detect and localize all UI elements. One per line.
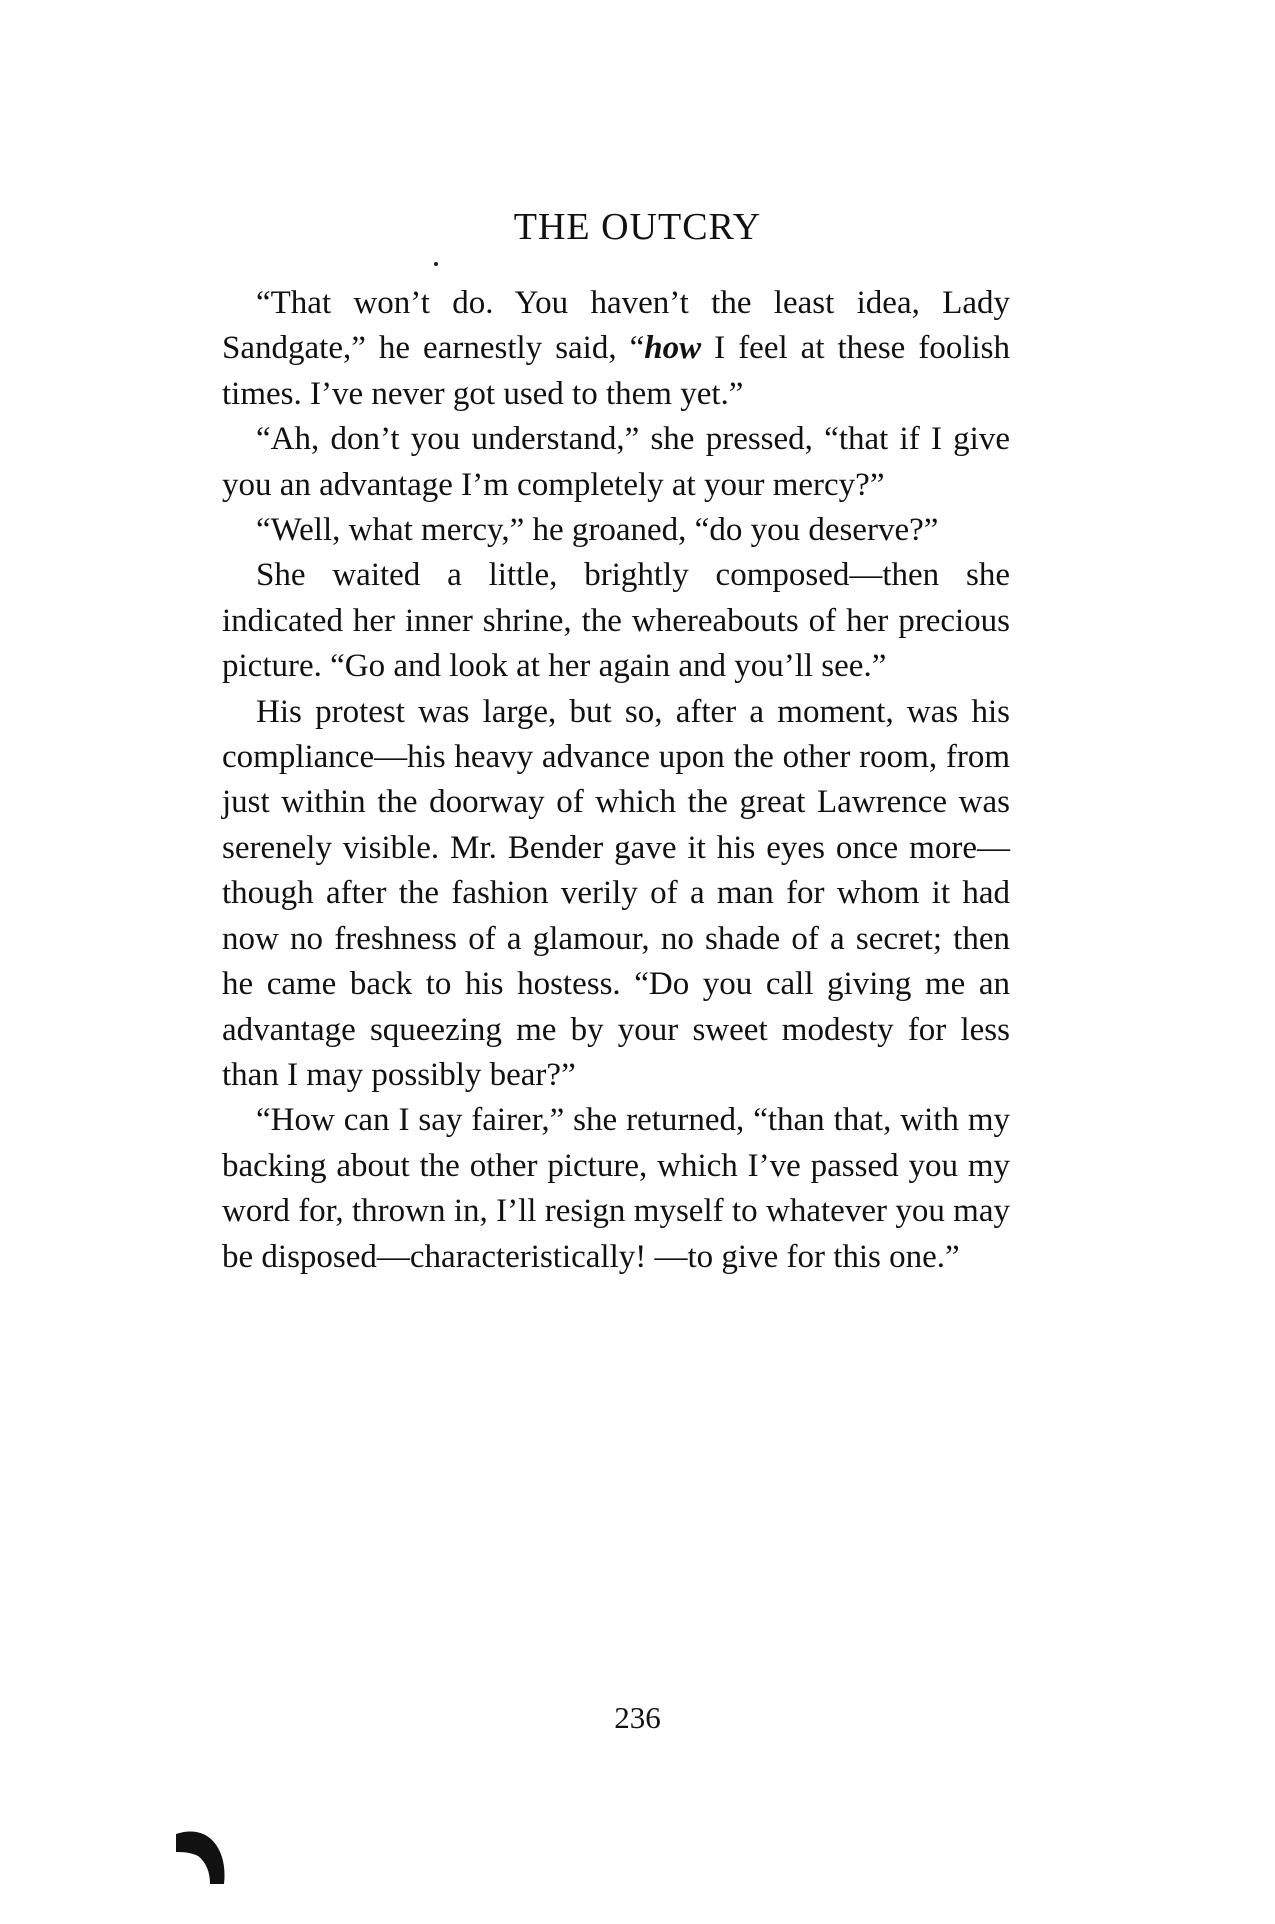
paragraph-1-post: I feel at these foolish times. I’ve never got used to them yet.”	[222, 330, 1011, 412]
stray-dot-mark	[434, 262, 438, 266]
body-text	[222, 281, 1010, 1280]
emphasis-how: how	[644, 330, 702, 367]
page-corner-mark-icon	[174, 1826, 234, 1886]
paragraph-1	[222, 281, 1010, 417]
paragraph-2: “Ah, don’t you understand,” she pressed, “that if I give you an advantage I’m completely at your mercy?”	[222, 421, 1010, 503]
paragraph-6: “How can I say fairer,” she returned, “than that, with my backing about the other picture, which I’ve passed you my word for, thrown in, I’ll resign myself to whatever you may be disposed—characteristically! —to give for this one.”	[222, 1102, 1010, 1275]
paragraph-1-pre: “That won’t do. You haven’t the least idea, Lady Sandgate,” he earnestly said, “	[222, 285, 1010, 367]
paragraph-3: “Well, what mercy,” he groaned, “do you deserve?”	[256, 512, 939, 549]
running-head: THE OUTCRY	[513, 206, 762, 248]
page-number: 236	[614, 1700, 661, 1735]
paragraph-4: She waited a little, brightly composed—then she indicated her inner shrine, the whereabouts of her precious picture. “Go and look at her again and you’ll see.”	[222, 557, 1010, 685]
paragraph-5: His protest was large, but so, after a moment, was his compliance—his heavy advance upon the other room, from just within the doorway of which the great Lawrence was serenely visible. Mr. Bender gave it his eyes once more—though after the fashion verily of a man for whom it had now no freshness of a glamour, no shade of a secret; then he came back to his hostess. “Do you call giving me an advantage squeezing me by your sweet modesty for less than I may possibly bear?”	[222, 693, 1010, 1093]
